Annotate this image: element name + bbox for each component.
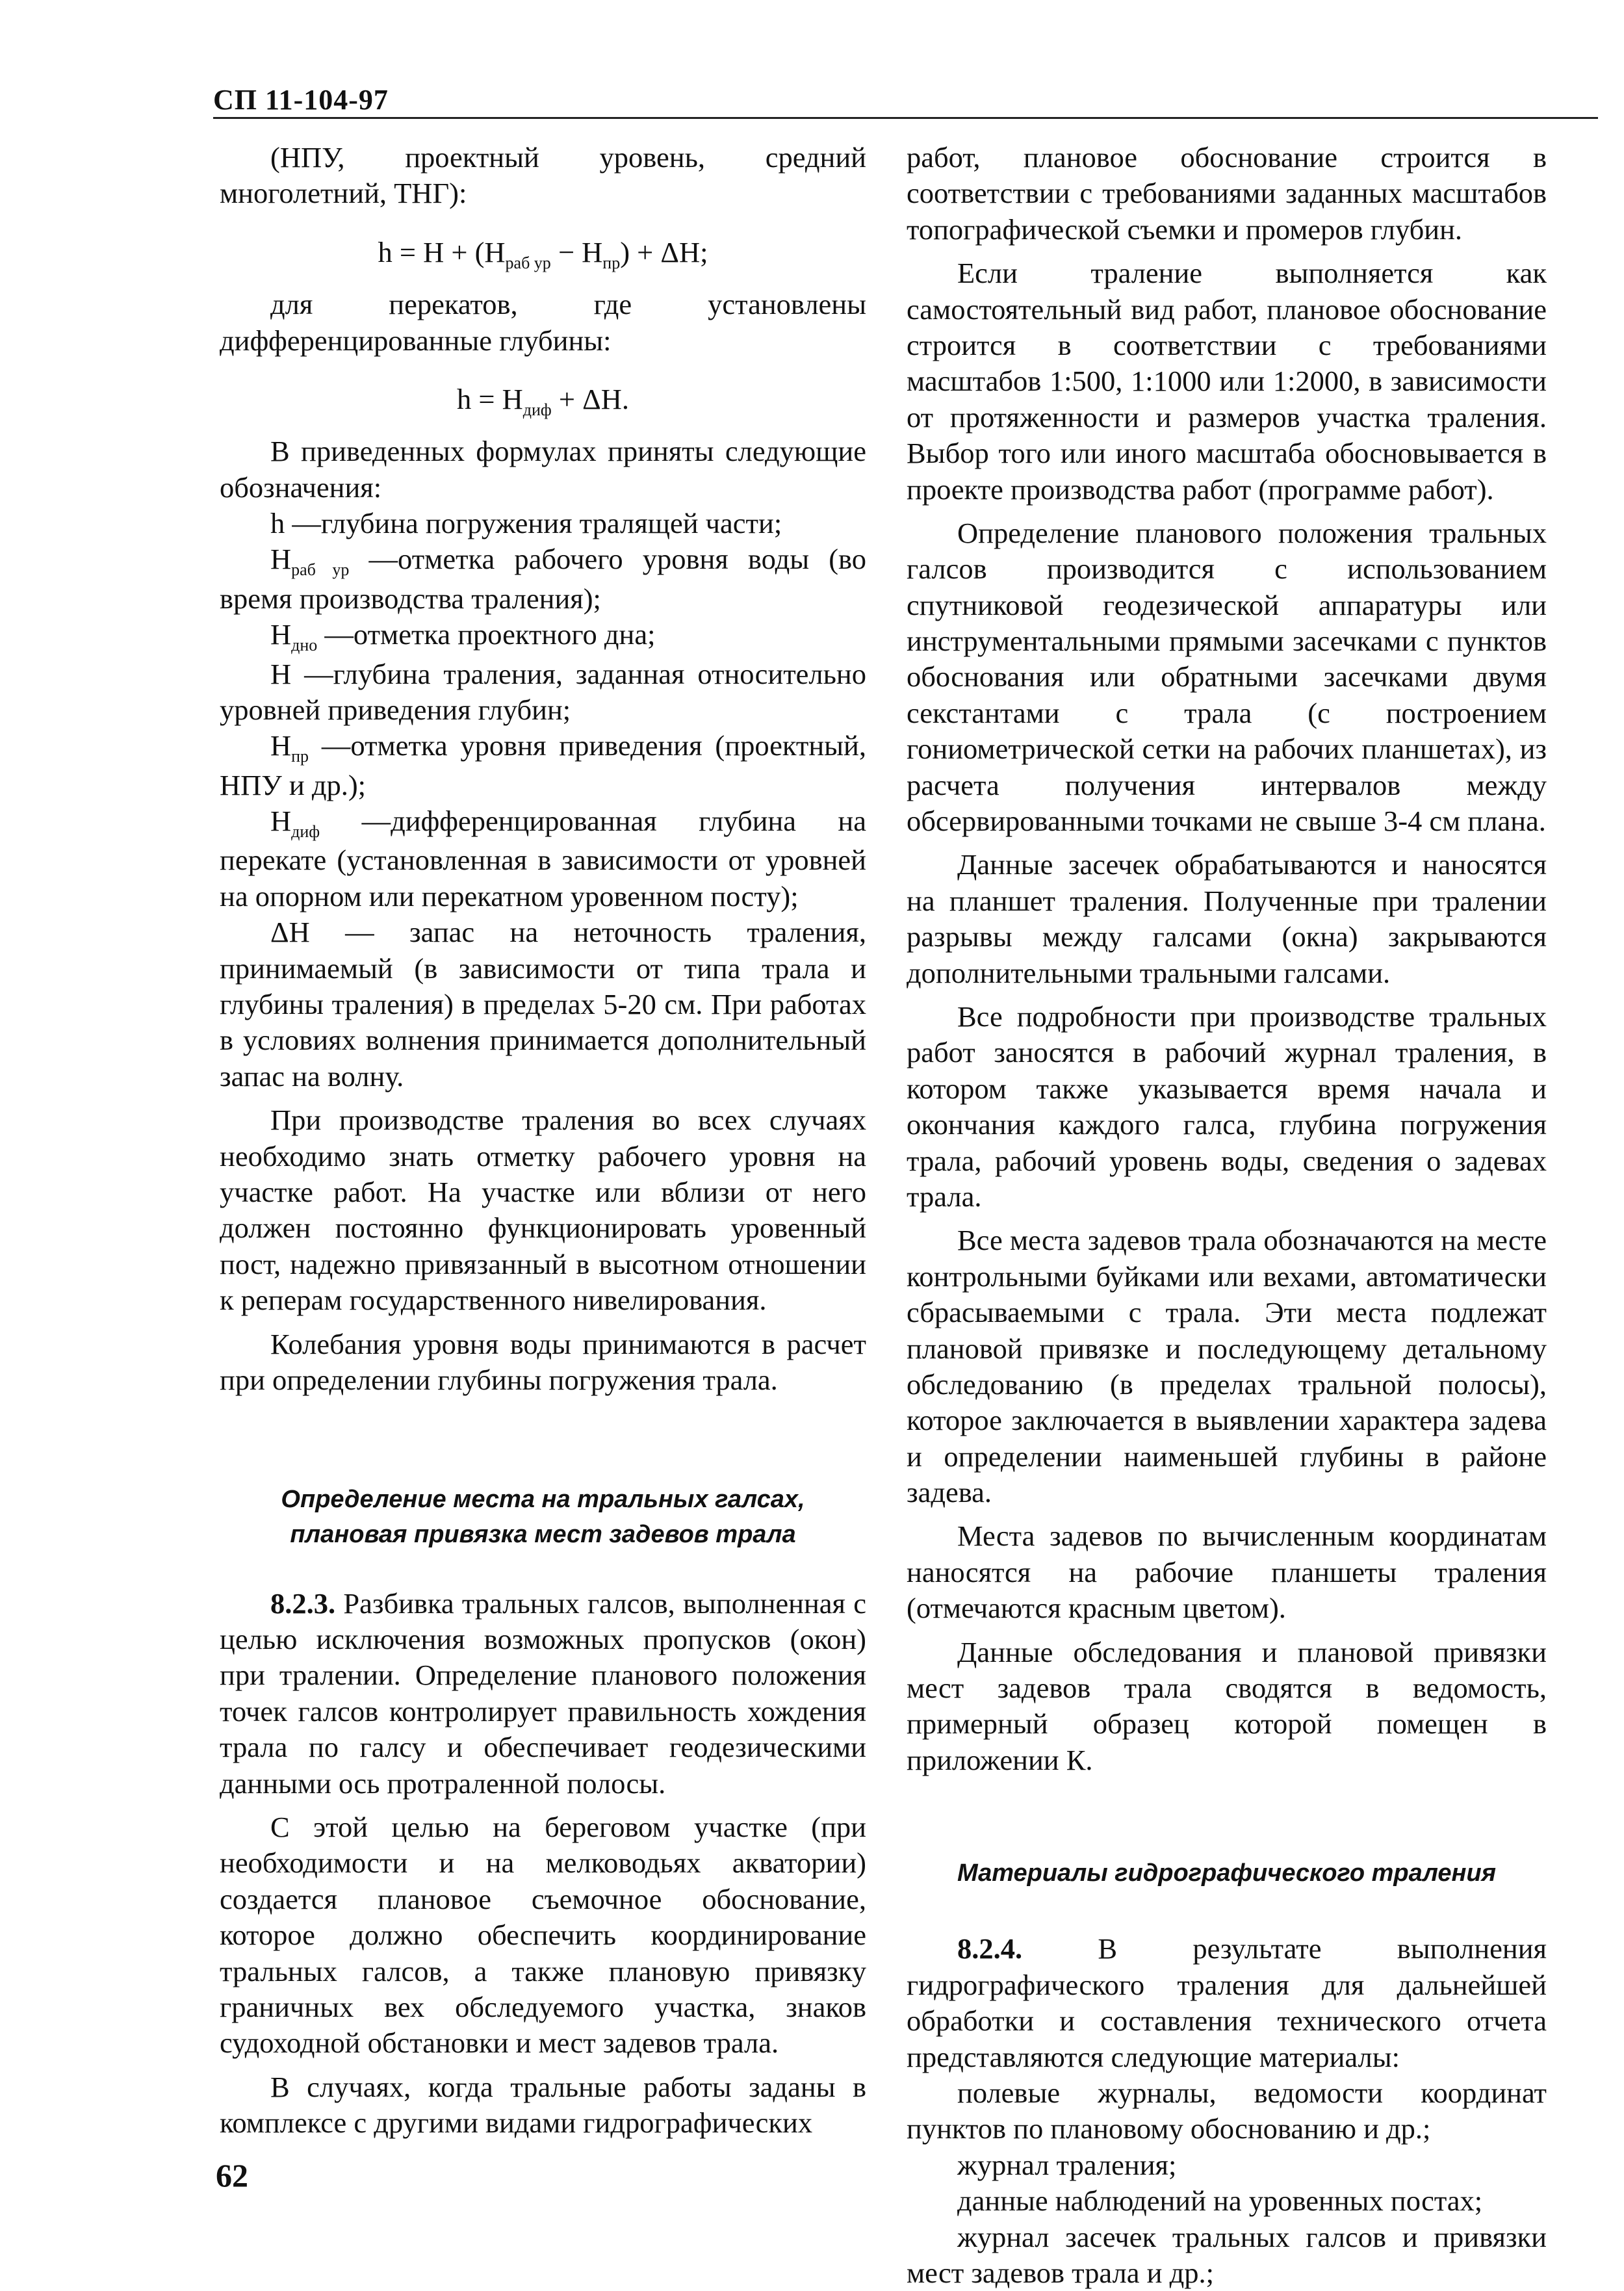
paragraph: Все места задевов трала обозначаются на месте контрольными буйками или вехами, автоматически сбрасываемыми с трала. Эти места подлежат плановой привязке и последующему детальному обследованию (в пределах тральной полосы), которое заключается в выявлении характера задева и определении наименьшей глубины в районе задева. [907,1223,1547,1510]
section-heading: Определение места на тральных галсах, плановая привязка мест задевов трала [220,1482,866,1551]
definition: $H_{диф}$ —дифференцированная глубина на перекате (установленная в зависимости от уровней на опорном или перекатном уровенном посту); [220,803,866,914]
section-8-2-3: 8.2.3. Разбивка тральных галсов, выполненная с целью исключения возможных пропусков (окон) при тралении. Определение планового положения точек галсов контролирует правильность хождения трала по галсу и обеспечивает геодезическими данными ось протраленной полосы. [220,1586,866,1802]
paragraph: При производстве траления во всех случаях необходимо знать отметку рабочего уровня на участке работ. На участке или вблизи от него должен постоянно функционировать уровенный пост, надежно привязанный в высотном отношении к реперам государственного нивелирования. [220,1102,866,1318]
paragraph: (НПУ, проектный уровень, средний многолетний, ТНГ): [220,140,866,212]
paragraph: для перекатов, где установлены дифференцированные глубины: [220,287,866,359]
definition: $H_{дно}$ —отметка проектного дна; [220,617,866,656]
paragraph: С этой целью на береговом участке (при необходимости и на мелководьях акватории) создается плановое съемочное обоснование, которое должно обеспечить координирование тральных галсов, а также плановую привязку граничных вех обследуемого участка, знаков судоходной обстановки и мест задевов трала. [220,1809,866,2062]
document-header: СП 11-104-97 [213,83,389,116]
section-heading: Материалы гидрографического траления [907,1856,1547,1891]
definition: h —глубина погружения тралящей части; [220,506,866,541]
definition: H —глубина траления, заданная относительно уровней приведения глубин; [220,656,866,729]
section-8-2-4: 8.2.4. В результате выполнения гидрографического траления для дальнейшей обработки и составления технического отчета представляются следующие материалы: [907,1931,1547,2075]
paragraph: Места задевов по вычисленным координатам наносятся на рабочие планшеты траления (отмечаются красным цветом). [907,1518,1547,1626]
definition: $H_{раб ур}$ —отметка рабочего уровня воды (во время производства траления); [220,541,866,617]
paragraph: Колебания уровня воды принимаются в расчет при определении глубины погружения трала. [220,1327,866,1399]
paragraph: Все подробности при производстве тральных работ заносятся в рабочий журнал траления, в котором также указывается время начала и окончания каждого галса, глубина погружения трала, рабочий уровень воды, сведения о задевах трала. [907,999,1547,1215]
paragraph: работ, плановое обоснование строится в соответствии с требованиями заданных масштабов топографической съемки и промеров глубин. [907,140,1547,248]
paragraph: Определение планового положения тральных галсов производится с использованием спутниковой геодезической аппаратуры или инструментальными прямыми засечками с пунктов обоснования или обратными засечками двумя секстантами с трала (с построением гониометрической сетки на рабочих планшетах), из расчета получения интервалов между обсервированными точками не свыше 3-4 см плана. [907,515,1547,840]
paragraph: В случаях, когда тральные работы заданы в комплексе с другими видами гидрографических [220,2069,866,2142]
list-item: полевые журналы, ведомости координат пунктов по плановому обоснованию и др.; [907,2075,1547,2147]
list-item: журнал засечек тральных галсов и привязки мест задевов трала и др.; [907,2220,1547,2291]
definition: $H_{пр}$ —отметка уровня приведения (проектный, НПУ и др.); [220,728,866,803]
list-item: данные наблюдений на уровенных постах; [907,2183,1547,2219]
paragraph: В приведенных формулах приняты следующие обозначения: [220,434,866,506]
header-rule [213,117,1598,119]
formula-h: $h = H + (H_{раб ур} - H_{пр}) + \Delta H$; [220,235,866,274]
left-column [220,140,866,2142]
list-item: журнал траления; [907,2147,1547,2183]
page-number: 62 [216,2156,248,2194]
paragraph: Если траление выполняется как самостоятельный вид работ, плановое обоснование строится в соответствии с требованиями масштабов 1:500, 1:1000 или 1:2000, в зависимости от протяженности и размеров участка траления. Выбор того или иного масштаба обосновывается в проекте производства работ (программе работ). [907,255,1547,508]
paragraph: Данные засечек обрабатываются и наносятся на планшет траления. Полученные при тралении разрывы между галсами (окна) закрываются дополнительными тральными галсами. [907,847,1547,991]
right-column [907,140,1547,2291]
definition: ΔH — запас на неточность траления, принимаемый (в зависимости от типа трала и глубины траления) в пределах 5-20 см. При работах в условиях волнения принимается дополнительный запас на волну. [220,914,866,1094]
paragraph: Данные обследования и плановой привязки мест задевов трала сводятся в ведомость, примерный образец которой помещен в приложении К. [907,1635,1547,1779]
formula-h-diff: $h = H_{диф} + \Delta H$. [220,382,866,421]
